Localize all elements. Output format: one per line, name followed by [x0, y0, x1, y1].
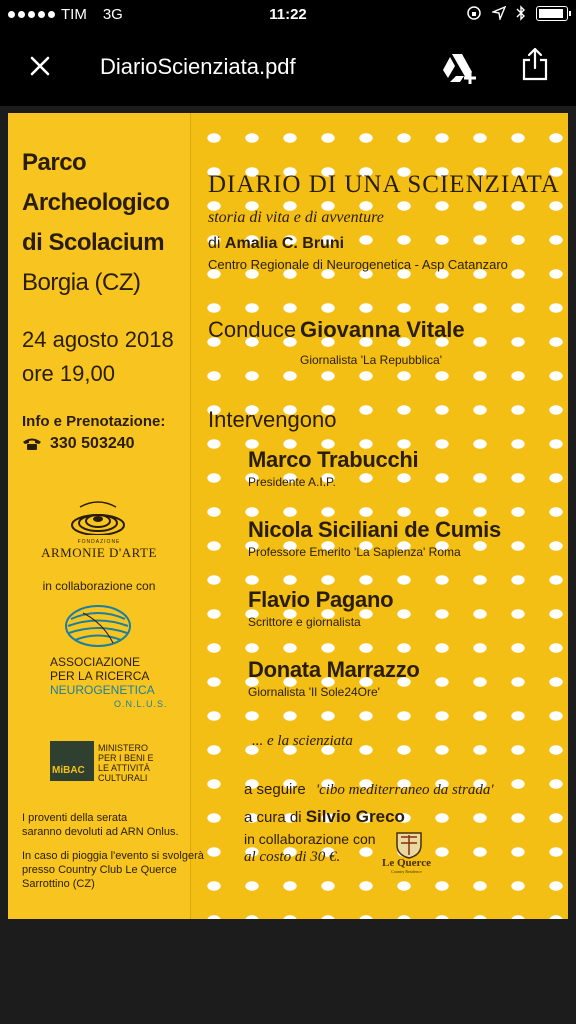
- speaker-name: Nicola Siciliani de Cumis: [248, 517, 501, 542]
- curator-line: [244, 807, 405, 827]
- author-name: Amalia C. Bruni: [224, 235, 345, 252]
- assoc-line: NEUROGENETICA: [50, 683, 155, 697]
- close-icon: [29, 55, 51, 77]
- bluetooth-icon: [516, 5, 526, 21]
- rain-line: Sarrottino (CZ): [22, 878, 95, 890]
- food-prefix: a seguire: [244, 781, 306, 798]
- info-label: Info e Prenotazione:: [22, 413, 166, 430]
- poster-subtitle: storia di vita e di avventure: [208, 209, 384, 226]
- mibac-line: CULTURALI: [98, 773, 148, 783]
- author-affiliation: Centro Regionale di Neurogenetica - Asp Catanzaro: [208, 257, 508, 272]
- telephone-icon: [22, 437, 42, 451]
- proceeds-note: [22, 811, 179, 839]
- add-to-drive-button[interactable]: [440, 48, 480, 88]
- curator-name: Silvio Greco: [305, 807, 405, 826]
- mibac-name: [98, 743, 154, 783]
- speaker-role: Presidente A.I.P.: [248, 475, 336, 489]
- author-line: [208, 235, 344, 253]
- conduce-name: Giovanna Vitale: [300, 317, 465, 342]
- event-datetime: [22, 323, 174, 391]
- share-icon: [520, 46, 550, 82]
- collab-line: in collaborazione con: [244, 831, 376, 847]
- rain-note: [22, 849, 204, 891]
- armonie-darte-name: [8, 539, 190, 561]
- venue-line: di Scolacium: [22, 229, 165, 256]
- viewer-toolbar: [0, 30, 576, 106]
- document-title: DiarioScienziata.pdf: [100, 54, 296, 79]
- cost-line: al costo di 30 €.: [244, 849, 341, 865]
- close-button[interactable]: [24, 50, 56, 82]
- mibac-logo: [50, 741, 94, 781]
- conduce-label: Conduce: [208, 317, 297, 342]
- status-right: [466, 5, 568, 21]
- mibac-line: MINISTERO: [98, 743, 149, 753]
- proceeds-line: saranno devoluti ad ARN Onlus.: [22, 826, 179, 838]
- clock: 11:22: [269, 6, 307, 23]
- le-querce-sub: Country Residence: [391, 869, 422, 874]
- armonie-small: FONDAZIONE: [77, 539, 121, 545]
- food-line: [244, 781, 494, 799]
- drive-add-icon: [440, 48, 480, 88]
- poster-title: DIARIO DI UNA SCIENZIATA: [208, 171, 560, 198]
- carrier-label: TIM: [61, 6, 87, 23]
- mibac-line: PER I BENI E: [98, 753, 154, 763]
- speaker-role: Giornalista 'Il Sole24Ore': [248, 685, 380, 699]
- venue: [22, 143, 169, 303]
- le-querce-label: Le Querce: [382, 857, 431, 869]
- association-name: [50, 655, 155, 697]
- location-icon: [492, 6, 506, 20]
- armonie-title: ARMONIE D'ARTE: [41, 545, 157, 560]
- venue-line: Parco: [22, 149, 87, 176]
- curator-prefix: a cura di: [244, 809, 302, 826]
- food-text: 'cibo mediterraneo da strada': [315, 782, 494, 798]
- pdf-page[interactable]: [8, 113, 568, 919]
- scienziata-line: ... e la scienziata: [252, 733, 353, 749]
- intervengono-label: Intervengono: [208, 407, 337, 432]
- venue-line: Archeologico: [22, 189, 170, 216]
- neurogenetica-logo: [63, 603, 133, 649]
- collaboration-text: in collaborazione con: [42, 579, 156, 593]
- assoc-line: ASSOCIAZIONE: [50, 655, 141, 669]
- status-bar: [0, 0, 576, 30]
- rain-line: In caso di pioggia l'evento si svolgerà: [22, 850, 204, 862]
- speaker-role: Professore Emerito 'La Sapienza' Roma: [248, 545, 461, 559]
- column-divider: [190, 113, 191, 919]
- le-querce-name: [382, 857, 431, 874]
- rotation-lock-icon: [466, 5, 482, 21]
- armonie-darte-logo: [68, 501, 128, 535]
- onlus-label: O.N.L.U.S.: [114, 699, 168, 709]
- conduce-role: Giornalista 'La Repubblica': [300, 353, 442, 367]
- speaker-role: Scrittore e giornalista: [248, 615, 361, 629]
- rain-line: presso Country Club Le Querce: [22, 864, 177, 876]
- mibac-line: LE ATTIVITÀ: [98, 763, 150, 773]
- speaker-name: Marco Trabucchi: [248, 447, 419, 472]
- assoc-line: PER LA RICERCA: [50, 669, 150, 683]
- speaker-name: Flavio Pagano: [248, 587, 394, 612]
- network-label: 3G: [102, 6, 123, 23]
- le-querce-crest-icon: [392, 829, 426, 859]
- battery-icon: [536, 6, 568, 21]
- speaker-name: Donata Marrazzo: [248, 657, 420, 682]
- proceeds-line: I proventi della serata: [22, 812, 128, 824]
- phone-number: 330 503240: [50, 435, 135, 452]
- phone-row: [22, 435, 135, 453]
- share-button[interactable]: [520, 46, 554, 86]
- event-time: ore 19,00: [22, 361, 115, 386]
- author-prefix: di: [208, 235, 221, 252]
- event-date: 24 agosto 2018: [22, 327, 174, 352]
- venue-city: Borgia (CZ): [22, 269, 141, 296]
- mibac-logo-text: MiBAC: [52, 765, 85, 776]
